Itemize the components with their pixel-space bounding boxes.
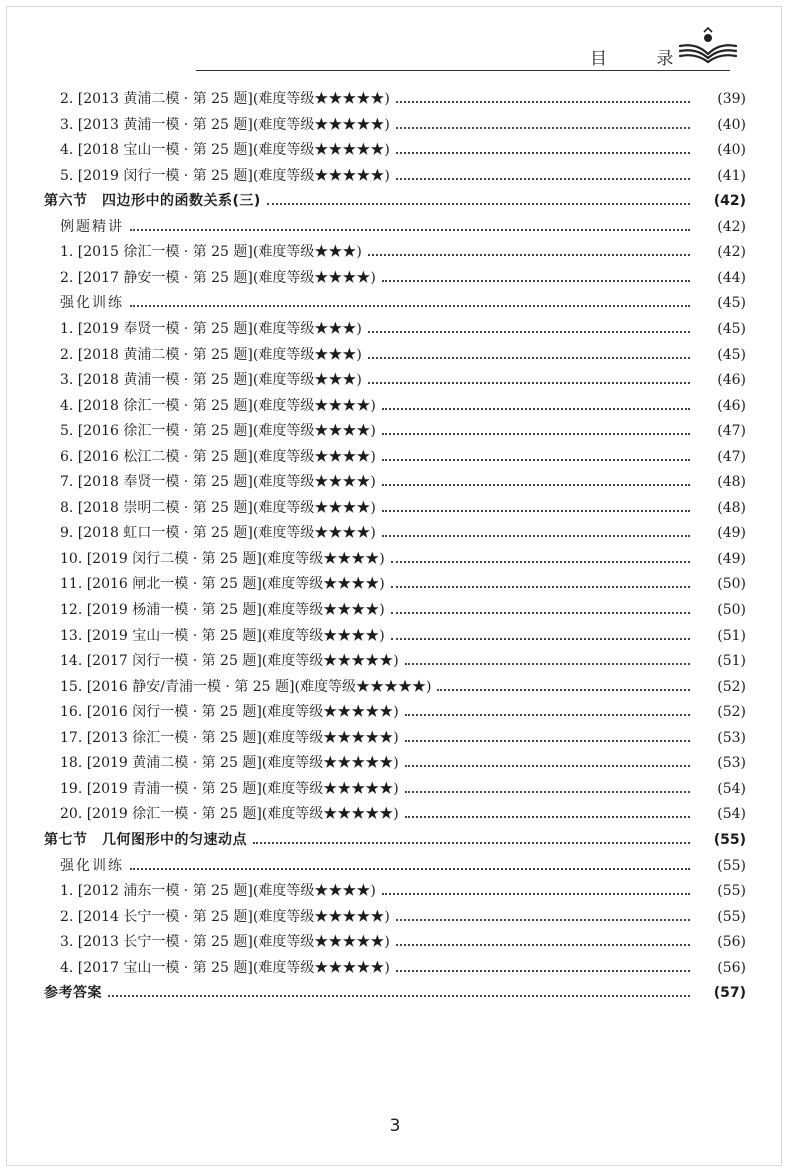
toc-page-ref: (49) (717, 525, 746, 542)
dot-leader (396, 919, 690, 921)
toc-entry-label: 1. [2019 奉贤一模 · 第 25 题](难度等级★★★) (60, 320, 362, 337)
toc-page-ref: (45) (717, 320, 746, 337)
toc-page-ref: (57) (713, 985, 746, 1002)
toc-entry-label: 4. [2018 徐汇一模 · 第 25 题](难度等级★★★★) (60, 397, 376, 414)
toc-page-ref: (47) (717, 423, 746, 440)
toc-page-ref: (53) (717, 729, 746, 746)
toc-entry-label: 19. [2019 青浦一模 · 第 25 题](难度等级★★★★★) (60, 780, 399, 797)
toc-page-ref: (52) (717, 704, 746, 721)
toc-page-ref: (53) (717, 755, 746, 772)
toc-page-ref: (55) (713, 831, 746, 848)
toc-entry-label: 4. [2018 宝山一模 · 第 25 题](难度等级★★★★★) (60, 142, 390, 159)
toc-entry-label: 6. [2016 松江二模 · 第 25 题](难度等级★★★★) (60, 448, 376, 465)
toc-item[interactable] (0, 139, 790, 161)
toc-entry-label: 13. [2019 宝山一模 · 第 25 题](难度等级★★★★) (60, 627, 385, 644)
toc-entry-label: 3. [2018 黄浦一模 · 第 25 题](难度等级★★★) (60, 372, 362, 389)
toc-page-ref: (47) (717, 448, 746, 465)
toc-page-ref: (54) (717, 780, 746, 797)
toc-page-ref: (48) (717, 474, 746, 491)
toc-item[interactable] (0, 676, 790, 698)
dot-leader (405, 740, 690, 742)
toc-entry-label: 7. [2018 奉贤一模 · 第 25 题](难度等级★★★★) (60, 474, 376, 491)
toc-entry-label: 9. [2018 虹口一模 · 第 25 题](难度等级★★★★) (60, 525, 376, 542)
toc-section[interactable] (0, 829, 790, 851)
toc-item[interactable] (0, 522, 790, 544)
toc-page-ref: (42) (713, 193, 746, 210)
toc-page-ref: (42) (717, 244, 746, 261)
dot-leader (382, 893, 690, 895)
dot-leader (405, 816, 690, 818)
toc-page-ref: (54) (717, 806, 746, 823)
toc-subheading[interactable] (0, 292, 790, 314)
toc-item[interactable] (0, 573, 790, 595)
toc-item[interactable] (0, 957, 790, 979)
toc-item[interactable] (0, 778, 790, 800)
dot-leader (253, 842, 690, 844)
dot-leader (382, 408, 690, 410)
dot-leader (396, 970, 690, 972)
dot-leader (405, 714, 690, 716)
dot-leader (396, 944, 690, 946)
dot-leader (382, 484, 690, 486)
toc-entry-label: 强化训练 (60, 295, 124, 312)
toc-item[interactable] (0, 931, 790, 953)
dot-leader (437, 689, 690, 691)
toc-item[interactable] (0, 344, 790, 366)
dot-leader (396, 178, 690, 180)
dot-leader (382, 535, 690, 537)
toc-entry-label: 11. [2016 闸北一模 · 第 25 题](难度等级★★★★) (60, 576, 385, 593)
toc-entry-label: 15. [2016 静安/青浦一模 · 第 25 题](难度等级★★★★★) (60, 678, 432, 695)
dot-leader (130, 868, 690, 870)
dot-leader (382, 433, 690, 435)
toc-page-ref: (42) (717, 218, 746, 235)
toc-item[interactable] (0, 114, 790, 136)
toc-item[interactable] (0, 318, 790, 340)
toc-page-ref: (49) (717, 550, 746, 567)
toc-page-ref: (46) (717, 397, 746, 414)
dot-leader (396, 152, 690, 154)
dot-leader (391, 638, 690, 640)
toc-subheading[interactable] (0, 216, 790, 238)
toc-page-ref: (45) (717, 295, 746, 312)
toc-item[interactable] (0, 650, 790, 672)
toc-entry-label: 参考答案 (44, 985, 102, 1002)
dot-leader (405, 765, 690, 767)
toc-entry-label: 2. [2018 黄浦二模 · 第 25 题](难度等级★★★) (60, 346, 362, 363)
toc-entry-label: 1. [2012 浦东一模 · 第 25 题](难度等级★★★★) (60, 883, 376, 900)
toc-entry-label: 5. [2016 徐汇一模 · 第 25 题](难度等级★★★★) (60, 423, 376, 440)
toc-item[interactable] (0, 880, 790, 902)
toc-item[interactable] (0, 369, 790, 391)
toc-page-ref: (52) (717, 678, 746, 695)
toc-page-ref: (56) (717, 934, 746, 951)
toc-page-ref: (40) (717, 116, 746, 133)
dot-leader (130, 229, 690, 231)
toc-entry-label: 2. [2014 长宁一模 · 第 25 题](难度等级★★★★★) (60, 908, 390, 925)
toc-page-ref: (44) (717, 269, 746, 286)
toc-page-ref: (48) (717, 499, 746, 516)
toc-entry-label: 强化训练 (60, 857, 124, 874)
toc-item[interactable] (0, 727, 790, 749)
toc-item[interactable] (0, 701, 790, 723)
dot-leader (368, 357, 690, 359)
toc-page-ref: (51) (717, 627, 746, 644)
dot-leader (405, 791, 690, 793)
toc-page-ref: (50) (717, 602, 746, 618)
dot-leader (382, 280, 690, 282)
dot-leader (368, 254, 690, 256)
toc-entry-label: 17. [2013 徐汇一模 · 第 25 题](难度等级★★★★★) (60, 729, 399, 746)
toc-section[interactable] (0, 190, 790, 212)
dot-leader (382, 459, 690, 461)
dot-leader (130, 305, 690, 307)
toc-entry-label: 20. [2019 徐汇一模 · 第 25 题](难度等级★★★★★) (60, 806, 399, 823)
toc-page-ref: (41) (717, 167, 746, 184)
toc-subheading[interactable] (0, 855, 790, 877)
toc-entry-label: 3. [2013 长宁一模 · 第 25 题](难度等级★★★★★) (60, 934, 390, 951)
dot-leader (396, 101, 690, 103)
toc-entry-label: 第七节 几何图形中的匀速动点 (44, 831, 247, 848)
toc-entry-label: 4. [2017 宝山一模 · 第 25 题](难度等级★★★★★) (60, 959, 390, 976)
toc-entry-label: 例题精讲 (60, 218, 124, 235)
toc-entry-label: 16. [2016 闵行一模 · 第 25 题](难度等级★★★★★) (60, 704, 399, 721)
page-header-title: 目 录 (590, 49, 696, 69)
toc-page-ref: (55) (717, 857, 746, 874)
dot-leader (405, 663, 690, 665)
toc-item[interactable] (0, 165, 790, 187)
toc-item[interactable] (0, 420, 790, 442)
toc-entry-label: 18. [2019 黄浦二模 · 第 25 题](难度等级★★★★★) (60, 755, 399, 772)
toc-page-ref: (56) (717, 959, 746, 976)
toc-item[interactable] (0, 267, 790, 289)
toc-page-ref: (55) (717, 883, 746, 900)
toc-page-ref: (55) (717, 908, 746, 925)
dot-leader (396, 127, 690, 129)
dot-leader (108, 995, 690, 997)
toc-item[interactable] (0, 752, 790, 774)
toc-entry-label: 3. [2013 黄浦一模 · 第 25 题](难度等级★★★★★) (60, 116, 390, 133)
dot-leader (368, 382, 690, 384)
toc-entry-label: 5. [2019 闵行一模 · 第 25 题](难度等级★★★★★) (60, 167, 390, 184)
toc-page-ref: (51) (717, 653, 746, 670)
toc-page-ref: (40) (717, 142, 746, 159)
toc-item[interactable] (0, 625, 790, 647)
toc-item[interactable] (0, 497, 790, 519)
toc-item[interactable] (0, 241, 790, 263)
toc-entry-label: 14. [2017 闵行一模 · 第 25 题](难度等级★★★★★) (60, 653, 399, 670)
dot-leader (391, 612, 690, 614)
toc-page-ref: (39) (717, 91, 746, 107)
toc-section[interactable] (0, 982, 790, 1004)
toc-entry-label: 第六节 四边形中的函数关系(三) (44, 193, 261, 210)
dot-leader (267, 203, 690, 205)
toc-item[interactable] (0, 471, 790, 493)
dot-leader (391, 561, 690, 563)
toc-entry-label: 2. [2013 黄浦二模 · 第 25 题](难度等级★★★★★) (60, 91, 390, 107)
page-number: 3 (389, 1116, 401, 1136)
toc-item[interactable] (0, 906, 790, 928)
toc-item[interactable] (0, 88, 790, 110)
toc-entry-label: 1. [2015 徐汇一模 · 第 25 题](难度等级★★★) (60, 244, 362, 261)
dot-leader (368, 331, 690, 333)
toc-item[interactable] (0, 395, 790, 417)
toc-entry-label: 8. [2018 崇明二模 · 第 25 题](难度等级★★★★) (60, 499, 376, 516)
toc-page-ref: (50) (717, 576, 746, 593)
toc-entry-label: 12. [2019 杨浦一模 · 第 25 题](难度等级★★★★) (60, 602, 385, 618)
toc-item[interactable] (0, 548, 790, 570)
toc-item[interactable] (0, 599, 790, 621)
toc-item[interactable] (0, 803, 790, 825)
dot-leader (382, 510, 690, 512)
toc-entry-label: 10. [2019 闵行二模 · 第 25 题](难度等级★★★★) (60, 550, 385, 567)
toc-item[interactable] (0, 446, 790, 468)
dot-leader (391, 586, 690, 588)
toc-page-ref: (45) (717, 346, 746, 363)
toc-entry-label: 2. [2017 静安一模 · 第 25 题](难度等级★★★★) (60, 269, 376, 286)
toc-page-ref: (46) (717, 372, 746, 389)
